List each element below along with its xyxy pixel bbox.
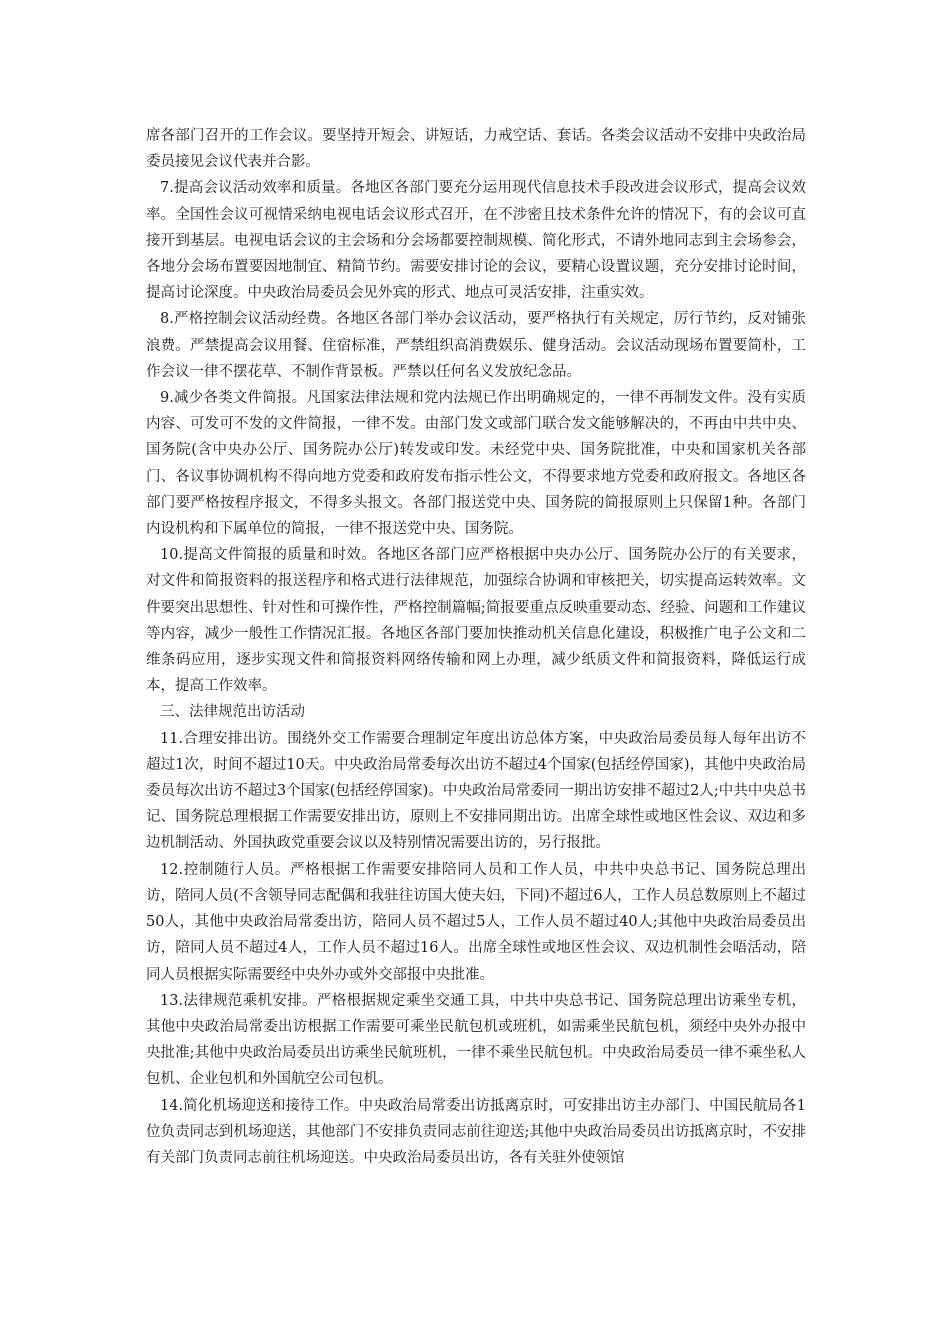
document-body — [146, 123, 806, 1171]
paragraph-item-7: 7.提高会议活动效率和质量。各地区各部门要充分运用现代信息技术手段改进会议形式，提高会议效率。全国性会议可视情采纳电视电话会议形式召开，在不涉密且技术条件允许的情况下，有的会议可直接开到基层。电视电话会议的主会场和分会场都要控制规模、简化形式，不请外地同志到主会场参会，各地分会场布置要因地制宜、精简节约。需要安排讨论的会议，要精心设置议题，充分安排讨论时间，提高讨论深度。中央政治局委员会见外宾的形式、地点可灵活安排，注重实效。 — [146, 180, 806, 302]
paragraph-item-14: 14.简化机场迎送和接待工作。中央政治局常委出访抵离京时，可安排出访主办部门、中国民航局各1位负责同志到机场迎送，其他部门不安排负责同志前往迎送;其他中央政治局委员出访抵离京时，不安排有关部门负责同志前往机场迎送。中央政治局委员出访，各有关驻外使领馆 — [146, 1097, 806, 1166]
paragraph-item-12: 12.控制随行人员。严格根据工作需要安排陪同人员和工作人员，中共中央总书记、国务院总理出访，陪同人员(不含领导同志配偶和我驻往访国大使夫妇，下同)不超过6人，工作人员总数原则上不超过50人，其他中央政治局常委出访，陪同人员不超过5人，工作人员不超过40人;其他中央政治局委员出访，陪同人员不超过4人，工作人员不超过16人。出席全球性或地区性会议、双边机制性会晤活动，陪同人员根据实际需要经中央外办或外交部报中央批准。 — [146, 861, 806, 983]
paragraph-item-11: 11.合理安排出访。围绕外交工作需要合理制定年度出访总体方案，中央政治局委员每人每年出访不超过1次，时间不超过10天。中央政治局常委每次出访不超过4个国家(包括经停国家)，其他中央政治局委员每次出访不超过3个国家(包括经停国家)。中央政治局常委同一期出访安排不超过2人;中共中央总书记、国务院总理根据工作需要安排出访，原则上不安排同期出访。出席全球性或地区性会议、双边和多边机制活动、外国执政党重要会议以及特别情况需要出访的，另行报批。 — [146, 730, 806, 852]
paragraph-item-10: 10.提高文件简报的质量和时效。各地区各部门应严格根据中央办公厅、国务院办公厅的有关要求，对文件和简报资料的报送程序和格式进行法律规范，加强综合协调和审核把关，切实提高运转效率。文件要突出思想性、针对性和可操作性，严格控制篇幅;简报要重点反映重要动态、经验、问题和工作建议等内容，减少一般性工作情况汇报。各地区各部门要加快推动机关信息化建设，积极推广电子公文和二维条码应用，逐步实现文件和简报资料网络传输和网上办理，减少纸质文件和简报资料，降低运行成本，提高工作效率。 — [146, 547, 806, 695]
paragraph-meeting-continuation: 席各部门召开的工作会议。要坚持开短会、讲短话，力戒空话、套话。各类会议活动不安排中央政治局委员接见会议代表并合影。 — [146, 128, 806, 171]
paragraph-item-8: 8.严格控制会议活动经费。各地区各部门举办会议活动，要严格执行有关规定，厉行节约，反对铺张浪费。严禁提高会议用餐、住宿标准，严禁组织高消费娱乐、健身活动。会议活动现场布置要简朴，工作会议一律不摆花草、不制作背景板。严禁以任何名义发放纪念品。 — [146, 311, 806, 380]
section-heading-3: 三、法律规范出访活动 — [160, 704, 305, 721]
paragraph-item-13: 13.法律规范乘机安排。严格根据规定乘坐交通工具，中共中央总书记、国务院总理出访乘坐专机，其他中央政治局常委出访根据工作需要可乘坐民航包机或班机，如需乘坐民航包机，须经中央外办报中央批准;其他中央政治局委员出访乘坐民航班机，一律不乘坐民航包机。中央政治局委员一律不乘坐私人包机、企业包机和外国航空公司包机。 — [146, 992, 806, 1088]
paragraph-item-9: 9.减少各类文件简报。凡国家法律法规和党内法规已作出明确规定的，一律不再制发文件。没有实质内容、可发可不发的文件简报，一律不发。由部门发文或部门联合发文能够解决的，不再由中共中央、国务院(含中央办公厅、国务院办公厅)转发或印发。未经党中央、国务院批准，中央和国家机关各部门、各议事协调机构不得向地方党委和政府发布指示性公文，不得要求地方党委和政府报文。各地区各部门要严格按程序报文，不得多头报文。各部门报送党中央、国务院的简报原则上只保留1种。各部门内设机构和下属单位的简报，一律不报送党中央、国务院。 — [146, 390, 806, 538]
